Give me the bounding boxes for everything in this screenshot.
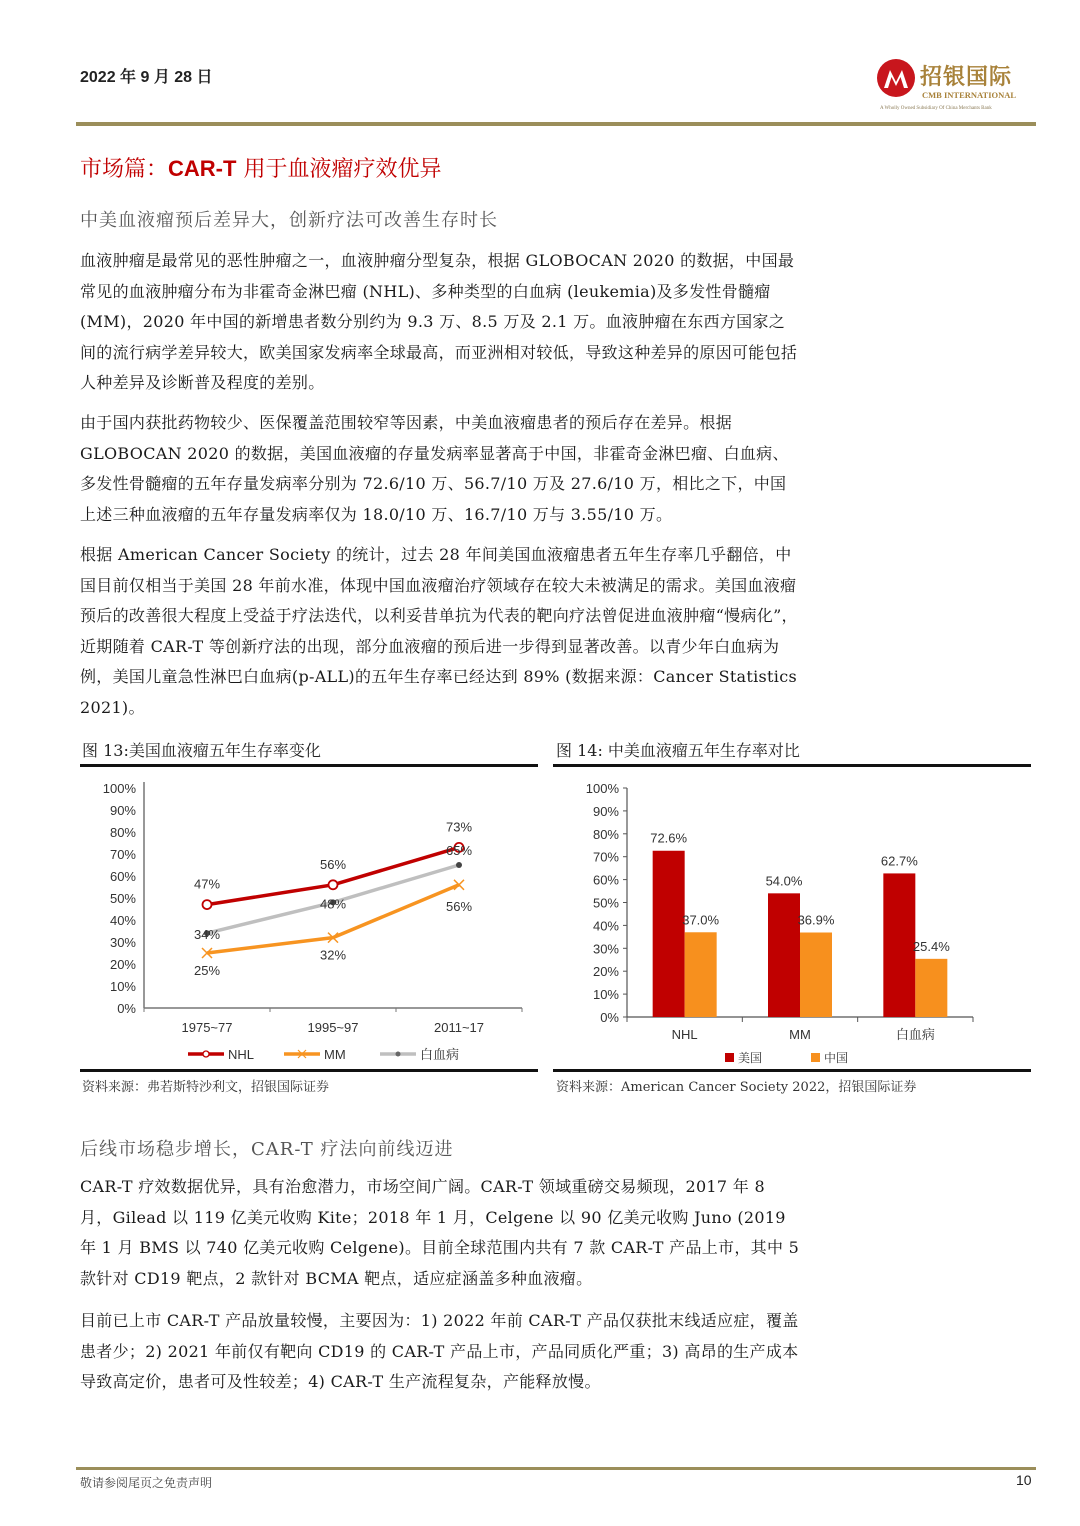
- figure-13-title: 图 13:美国血液瘤五年生存率变化: [82, 741, 321, 760]
- legend-label: 白血病: [420, 1047, 460, 1062]
- data-label: 34%: [193, 927, 221, 943]
- data-label: 36.9%: [797, 912, 835, 928]
- data-label: 37.0%: [682, 912, 720, 928]
- data-label: 73%: [445, 819, 473, 835]
- y-tick-label: 50%: [109, 891, 136, 906]
- bar-chart: [553, 770, 1033, 1070]
- bar-美国: [768, 893, 800, 1017]
- legend-label: 美国: [738, 1051, 763, 1065]
- section-title-prefix: 市场篇：: [80, 157, 169, 182]
- y-tick-label: 100%: [585, 781, 619, 796]
- series-line-MM: [207, 885, 459, 953]
- data-label: 62.7%: [880, 853, 918, 869]
- x-tick-label: MM: [789, 1027, 811, 1042]
- y-tick-label: 90%: [592, 803, 619, 819]
- paragraph-3: 根据 American Cancer Society 的统计，过去 28 年间美国血液瘤患者五年生存率几乎翻倍，中国目前仅相当于美国 28 年前水准，体现中国血液瘤治疗领域存在较大未被满足的需求。美国血液瘤预后的改善很大程度上受益于疗法迭代，以利妥昔单抗为代表的靶向疗法曾促进血液肿瘤“慢病化”，近期随着 CAR-T 等创新疗法的出现，部分血液瘤的预后进一步得到显著改善。以青少年白血病为例，美国儿童急性淋巴白血病(p-ALL)的五年生存率已经达到 89% (数据来源：Cancer Statistics 2021)。: [80, 545, 798, 717]
- report-date: 2022 年 9 月 28 日: [80, 69, 213, 86]
- data-label: 48%: [319, 896, 347, 912]
- bar-中国: [800, 932, 832, 1017]
- paragraph-2: 由于国内获批药物较少、医保覆盖范围较窄等因素，中美血液瘤患者的预后存在差异。根据 GLOBOCAN 2020 的数据，美国血液瘤的存量发病率显著高于中国，非霍奇金淋巴瘤、白血病、多发性骨髓瘤的五年存量发病率分别为 72.6/10 万、56.7/10 万及 27.6/10 万，相比之下，中国上述三种血液瘤的五年存量发病率仅为 18.0/10 万、16.7/10 万与 3.55/10 万。: [80, 413, 789, 524]
- bar-中国: [685, 932, 717, 1017]
- figure-14-title: 图 14: 中美血液瘤五年生存率对比: [556, 741, 800, 760]
- y-tick-label: 70%: [109, 847, 136, 862]
- figure-13-bottom-rule: [80, 1069, 538, 1072]
- footer-divider: [76, 1467, 1036, 1470]
- y-tick-label: 90%: [109, 803, 136, 818]
- data-label: 56%: [319, 856, 347, 872]
- data-label: 54.0%: [765, 873, 803, 889]
- x-tick-label: NHL: [671, 1027, 698, 1042]
- y-tick-label: 10%: [109, 979, 136, 994]
- data-label: 32%: [319, 947, 347, 963]
- x-tick-label: 1975~77: [181, 1020, 233, 1035]
- bar-美国: [883, 873, 915, 1017]
- x-tick-label: 1995~97: [307, 1020, 359, 1035]
- legend-label: NHL: [228, 1047, 255, 1062]
- bar-中国: [915, 959, 947, 1017]
- y-tick-label: 70%: [592, 849, 619, 865]
- bar-美国: [653, 851, 685, 1017]
- figure-13-source: 资料来源：弗若斯特沙利文，招银国际证券: [82, 1080, 330, 1095]
- logo-name-cn: 招银国际: [920, 64, 1013, 90]
- subsection-title-1: 中美血液瘤预后差异大，创新疗法可改善生存时长: [80, 210, 498, 231]
- legend-label: MM: [324, 1047, 346, 1062]
- company-logo: [876, 58, 1036, 122]
- paragraph-4: CAR-T 疗效数据优异，具有治愈潜力，市场空间广阔。CAR-T 领域重磅交易频现，2017 年 8 月，Gilead 以 119 亿美元收购 Kite；2018 年 1 月，Celgene 以 90 亿美元收购 Juno (2019 年 1 月 BMS 以 740 亿美元收购 Celgene)。目前全球范围内共有 7 款 CAR-T 产品上市，其中 5 款针对 CD19 靶点，2 款针对 BCMA 靶点，适应症涵盖多种血液瘤。: [80, 1177, 800, 1288]
- data-point: [456, 862, 462, 868]
- y-tick-label: 100%: [102, 781, 136, 796]
- legend-marker: [203, 1051, 209, 1057]
- paragraph-1: 血液肿瘤是最常见的恶性肿瘤之一，血液肿瘤分型复杂，根据 GLOBOCAN 2020 的数据，中国最常见的血液肿瘤分布为非霍奇金淋巴瘤 (NHL)、多种类型的白血病 (leukemia)及多发性骨髓瘤 (MM)，2020 年中国的新增患者数分别约为 9.3 万、8.5 万及 2.1 万。血液肿瘤在东西方国家之间的流行病学差异较大，欧美国家发病率全球最高，而亚洲相对较低，导致这种差异的原因可能包括人种差异及诊断普及程度的差别。: [80, 251, 798, 392]
- data-label: 47%: [193, 876, 221, 892]
- figure-13-top-rule: [80, 764, 538, 767]
- figure-14-source: 资料来源：American Cancer Society 2022，招银国际证券: [556, 1080, 917, 1095]
- logo-name-en: CMB INTERNATIONAL: [922, 90, 1017, 100]
- page-number: 10: [1016, 1472, 1032, 1488]
- y-tick-label: 30%: [109, 935, 136, 950]
- y-tick-label: 60%: [109, 869, 136, 884]
- y-tick-label: 0%: [600, 1010, 619, 1025]
- y-tick-label: 60%: [592, 872, 619, 888]
- y-tick-label: 40%: [592, 918, 619, 934]
- y-tick-label: 10%: [592, 987, 619, 1003]
- data-label: 25%: [193, 963, 221, 978]
- y-tick-label: 50%: [592, 895, 619, 911]
- legend-swatch-中国: [811, 1053, 820, 1062]
- figure-14-bottom-rule: [553, 1069, 1031, 1072]
- data-label: 72.6%: [650, 830, 688, 846]
- y-tick-label: 30%: [592, 941, 619, 957]
- y-tick-label: 80%: [109, 825, 136, 840]
- data-point: [203, 900, 212, 909]
- x-tick-label: 白血病: [895, 1027, 935, 1042]
- data-label: 25.4%: [912, 938, 950, 954]
- section-title-bold: CAR-T: [168, 156, 237, 181]
- logo-subtitle: A Wholly Owned Subsidiary Of China Merchants Bank: [880, 106, 992, 111]
- paragraph-5: 目前已上市 CAR-T 产品放量较慢，主要因为：1) 2022 年前 CAR-T 产品仅获批末线适应症，覆盖患者少；2) 2021 年前仅有靶向 CD19 的 CAR-T 产品上市，产品同质化严重；3) 高昂的生产成本导致高定价，患者可及性较差；4) CAR-T 生产流程复杂，产能释放慢。: [80, 1311, 799, 1391]
- figure-14-top-rule: [553, 764, 1031, 767]
- y-tick-label: 20%: [109, 957, 136, 972]
- data-label: 56%: [445, 898, 473, 914]
- section-title: [80, 152, 441, 183]
- header-divider: [76, 122, 1036, 126]
- legend-label: 中国: [824, 1051, 849, 1065]
- subsection-title-2: 后线市场稳步增长，CAR-T 疗法向前线迈进: [80, 1139, 454, 1160]
- data-point: [329, 880, 338, 889]
- disclaimer-note: 敬请参阅尾页之免责声明: [80, 1476, 213, 1490]
- cmb-logo-icon: [876, 58, 916, 98]
- legend-marker: [396, 1052, 401, 1057]
- y-tick-label: 20%: [592, 964, 619, 980]
- section-title-suffix: 用于血液瘤疗效优异: [236, 157, 442, 182]
- legend-swatch-美国: [725, 1053, 734, 1062]
- y-tick-label: 0%: [117, 1001, 136, 1016]
- y-tick-label: 80%: [592, 826, 619, 842]
- y-tick-label: 40%: [109, 913, 136, 928]
- x-tick-label: 2011~17: [433, 1020, 485, 1035]
- line-chart: [80, 770, 540, 1070]
- data-label: 65%: [445, 843, 473, 858]
